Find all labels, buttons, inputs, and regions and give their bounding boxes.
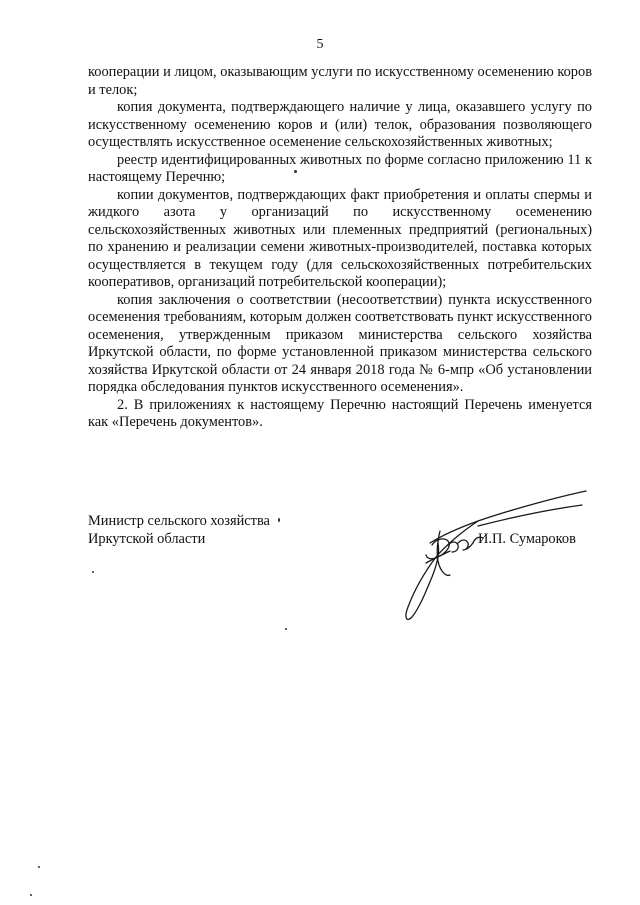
scan-speck <box>294 170 297 173</box>
scan-speck <box>278 518 280 522</box>
paragraph-3: реестр идентифицированных животных по форме согласно приложению 11 к настоящему Перечню; <box>88 151 592 185</box>
page-number: 5 <box>316 37 324 52</box>
paragraph-1: кооперации и лицом, оказывающим услуги по искусственному осеменению коров и телок; <box>88 64 592 98</box>
document-body <box>88 64 592 432</box>
signature-block <box>88 513 592 643</box>
handwritten-signature <box>328 483 598 643</box>
paragraph-6: 2. В приложениях к настоящему Перечню настоящий Перечень именуется как «Перечень документов». <box>88 396 592 430</box>
signatory-name: И.П. Сумароков <box>478 530 576 547</box>
paragraph-4: копии документов, подтверждающих факт приобретения и оплаты спермы и жидкого азота у организаций по искусственному осеменению сельскохозяйственных животных или племенных предприятий (региональных) по хранению и реализации семени животных-производителей, поставка которых осуществляется в текущем году (для сельскохозяйственных потребительских кооперативов, организаций потребительской кооперации); <box>88 186 592 290</box>
paragraph-2: копия документа, подтверждающего наличие у лица, оказавшего услугу по искусственному осеменению коров и (или) телок, образования позволяющего осуществлять искусственное осеменение сельскохозяйственных животных; <box>88 99 592 150</box>
signatory-title-line-1: Министр сельского хозяйства <box>88 513 270 529</box>
signatory-title-line-2: Иркутской области <box>88 530 206 547</box>
paragraph-5: копия заключения о соответствии (несоответствии) пункта искусственного осеменения требованиям, которым должен соответствовать пункт искусственного осеменения, утвержденным приказом министерства сельского хозяйства Иркутской области, по форме установленной приказом министерства сельского хозяйства Иркутской области от 24 января 2018 года № 6-мпр «Об установлении порядка обследования пунктов искусственного осеменения». <box>88 291 592 395</box>
scan-speck <box>38 866 40 868</box>
scan-speck <box>30 894 32 896</box>
scan-speck <box>285 628 287 630</box>
scan-speck <box>92 571 94 573</box>
